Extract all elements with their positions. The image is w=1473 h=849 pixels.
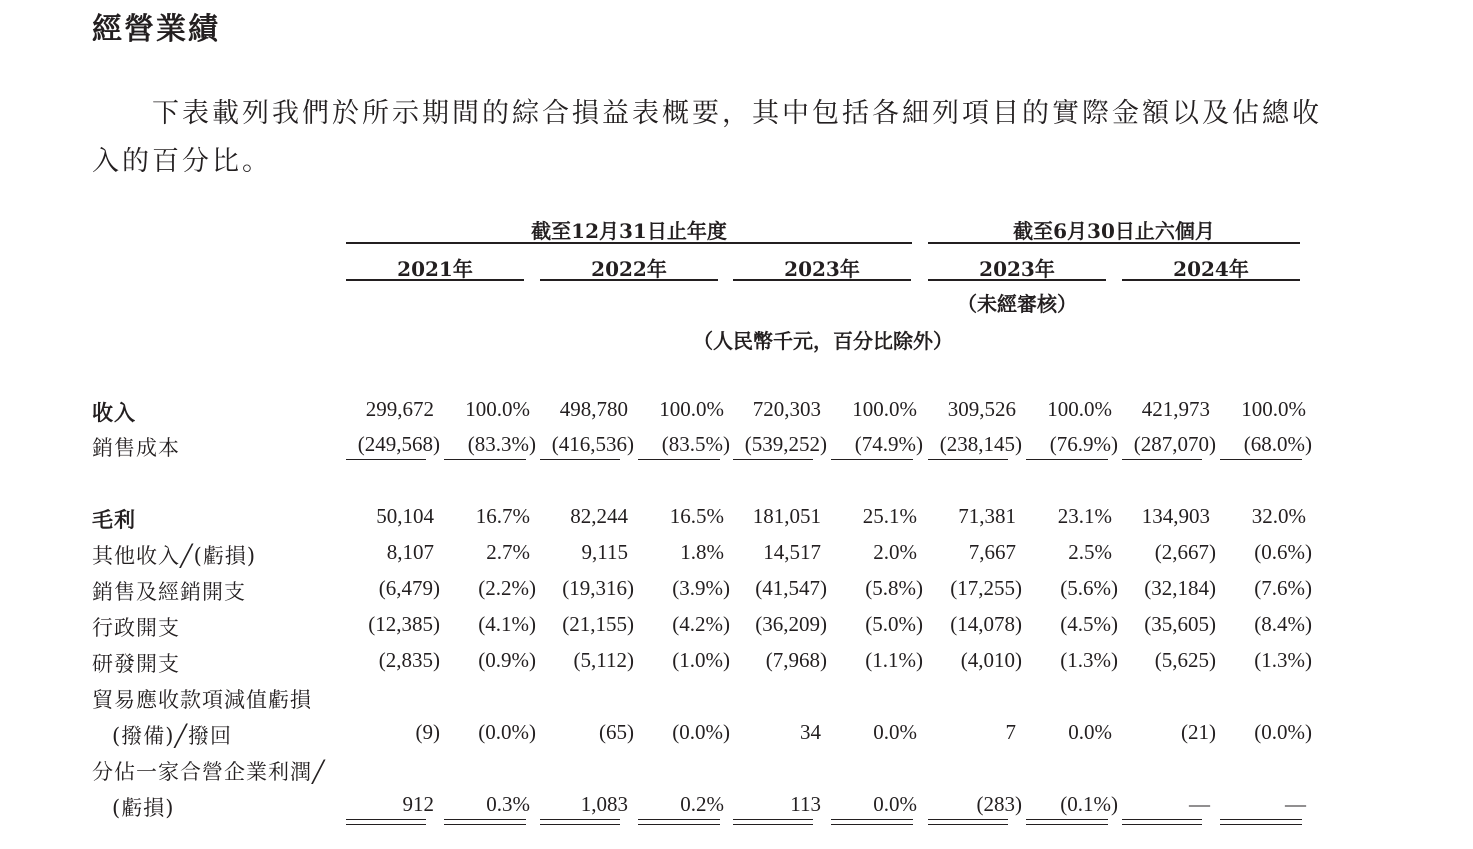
row-label: 行政開支 [92, 616, 180, 640]
cell-underline [1220, 819, 1302, 820]
cell-underline [831, 819, 913, 820]
column-header-rule [346, 279, 524, 281]
table-cell: (4.2%) [672, 612, 730, 636]
table-cell: (14,078) [950, 612, 1022, 636]
table-cell: 498,780 [559, 397, 628, 421]
table-cell: (0.0%) [1254, 720, 1312, 744]
total-underline [928, 824, 1008, 825]
table-cell: 1.8% [680, 540, 724, 564]
table-cell: 25.1% [862, 504, 917, 528]
cell-underline [346, 819, 426, 820]
table-cell: — [1189, 792, 1210, 816]
table-cell: (6,479) [378, 576, 440, 600]
table-cell: 100.0% [465, 397, 530, 421]
table-cell: 9,115 [581, 540, 628, 564]
table-cell: 14,517 [763, 540, 821, 564]
section-title: 經營業績 [92, 12, 220, 47]
column-header-year: 2022年 [591, 257, 667, 281]
table-cell: 181,051 [752, 504, 821, 528]
table-cell: 0.0% [873, 720, 917, 744]
column-header-year: 2023年 [784, 257, 860, 281]
column-header-year: 2021年 [397, 257, 473, 281]
table-cell: (41,547) [755, 576, 827, 600]
total-underline [831, 824, 913, 825]
table-cell: (2.2%) [478, 576, 536, 600]
table-cell: (3.9%) [672, 576, 730, 600]
total-underline [1220, 824, 1302, 825]
table-cell: (1.3%) [1060, 648, 1118, 672]
table-cell: (539,252) [744, 432, 827, 456]
cell-underline [444, 459, 526, 460]
total-underline [346, 824, 426, 825]
table-cell: (35,605) [1144, 612, 1216, 636]
table-cell: 720,303 [752, 397, 821, 421]
cell-underline [540, 459, 620, 460]
table-cell: (74.9%) [854, 432, 923, 456]
table-cell: 0.0% [873, 792, 917, 816]
table-cell: (0.0%) [478, 720, 536, 744]
column-header-rule [928, 279, 1106, 281]
group-header-half: 截至6月30日止六個月 [1013, 219, 1215, 243]
row-label: 分佔一家合營企業利潤╱ [92, 760, 326, 784]
total-underline [638, 824, 720, 825]
cell-underline [1122, 459, 1202, 460]
column-header-rule [1122, 279, 1300, 281]
table-cell: (5,112) [573, 648, 634, 672]
table-cell: 100.0% [852, 397, 917, 421]
table-cell: (65) [599, 720, 634, 744]
total-underline [540, 824, 620, 825]
row-label: 收入 [92, 400, 136, 425]
cell-underline [733, 819, 813, 820]
table-cell: 32.0% [1251, 504, 1306, 528]
total-underline [1122, 824, 1202, 825]
column-header-year: 2023年 [979, 257, 1055, 281]
table-cell: (0.1%) [1060, 792, 1118, 816]
table-cell: 8,107 [386, 540, 434, 564]
table-cell: 100.0% [1241, 397, 1306, 421]
table-cell: (19,316) [562, 576, 634, 600]
table-cell: 100.0% [1047, 397, 1112, 421]
table-cell: 0.2% [680, 792, 724, 816]
table-cell: (36,209) [755, 612, 827, 636]
table-cell: (8.4%) [1254, 612, 1312, 636]
table-cell: (21) [1181, 720, 1216, 744]
row-label-continued: (撥備)╱撥回 [112, 724, 233, 748]
cell-underline [1220, 459, 1302, 460]
table-cell: (0.9%) [478, 648, 536, 672]
table-cell: (0.0%) [672, 720, 730, 744]
table-cell: (68.0%) [1243, 432, 1312, 456]
cell-underline [1026, 819, 1108, 820]
row-label: 研發開支 [92, 652, 180, 676]
cell-underline [638, 459, 720, 460]
table-cell: (238,145) [939, 432, 1022, 456]
table-cell: (7.6%) [1254, 576, 1312, 600]
column-header-rule [540, 279, 718, 281]
unaudited-note: （未經審核） [957, 292, 1077, 316]
table-cell: (416,536) [551, 432, 634, 456]
row-label-continued: (虧損) [112, 796, 175, 820]
table-cell: (32,184) [1144, 576, 1216, 600]
table-cell: 71,381 [958, 504, 1016, 528]
table-cell: (1.1%) [865, 648, 923, 672]
row-label: 毛利 [92, 507, 136, 532]
table-cell: — [1285, 792, 1306, 816]
total-underline [1026, 824, 1108, 825]
table-cell: 50,104 [376, 504, 434, 528]
table-cell: 1,083 [580, 792, 628, 816]
table-cell: (76.9%) [1049, 432, 1118, 456]
table-cell: 912 [402, 792, 434, 816]
total-underline [733, 824, 813, 825]
table-cell: 7 [1005, 720, 1016, 744]
table-cell: 0.0% [1068, 720, 1112, 744]
column-header-year: 2024年 [1173, 257, 1249, 281]
table-cell: (1.0%) [672, 648, 730, 672]
table-cell: (283) [976, 792, 1022, 816]
table-cell: (7,968) [765, 648, 827, 672]
table-cell: 134,903 [1141, 504, 1210, 528]
table-cell: (2,667) [1154, 540, 1216, 564]
table-cell: (1.3%) [1254, 648, 1312, 672]
table-cell: 2.0% [873, 540, 917, 564]
cell-underline [444, 819, 526, 820]
cell-underline [733, 459, 813, 460]
total-underline [444, 824, 526, 825]
column-header-rule [733, 279, 911, 281]
table-cell: 23.1% [1057, 504, 1112, 528]
table-cell: (17,255) [950, 576, 1022, 600]
group-rule-half [928, 242, 1300, 244]
cell-underline [928, 819, 1008, 820]
row-label: 銷售成本 [92, 436, 180, 460]
table-cell: (4.1%) [478, 612, 536, 636]
cell-underline [928, 459, 1008, 460]
table-cell: 100.0% [659, 397, 724, 421]
table-cell: (12,385) [368, 612, 440, 636]
table-cell: (5,625) [1154, 648, 1216, 672]
row-label: 銷售及經銷開支 [92, 580, 246, 604]
intro-paragraph: 下表載列我們於所示期間的綜合損益表概要，其中包括各細列項目的實際金額以及佔總收入的百分比。 [92, 98, 1322, 177]
table-cell: (5.6%) [1060, 576, 1118, 600]
unit-note: （人民幣千元，百分比除外） [693, 329, 953, 353]
table-cell: 16.7% [475, 504, 530, 528]
table-cell: 7,667 [968, 540, 1016, 564]
table-cell: 16.5% [669, 504, 724, 528]
table-cell: (2,835) [378, 648, 440, 672]
table-cell: (5.8%) [865, 576, 923, 600]
table-cell: (4.5%) [1060, 612, 1118, 636]
table-cell: 82,244 [570, 504, 628, 528]
table-cell: (83.5%) [661, 432, 730, 456]
table-cell: (0.6%) [1254, 540, 1312, 564]
table-cell: 309,526 [947, 397, 1016, 421]
table-cell: (21,155) [562, 612, 634, 636]
row-label: 貿易應收款項減值虧損 [92, 688, 312, 712]
table-cell: (83.3%) [467, 432, 536, 456]
table-cell: 113 [790, 792, 821, 816]
table-cell: (9) [415, 720, 440, 744]
table-cell: 2.7% [486, 540, 530, 564]
group-header-year: 截至12月31日止年度 [531, 219, 727, 243]
cell-underline [346, 459, 426, 460]
group-rule-year [346, 242, 912, 244]
cell-underline [1026, 459, 1108, 460]
table-cell: 2.5% [1068, 540, 1112, 564]
table-cell: (5.0%) [865, 612, 923, 636]
row-label: 其他收入╱(虧損) [92, 544, 257, 568]
cell-underline [540, 819, 620, 820]
table-cell: (287,070) [1133, 432, 1216, 456]
table-cell: (4,010) [960, 648, 1022, 672]
table-cell: 34 [800, 720, 821, 744]
table-cell: (249,568) [357, 432, 440, 456]
cell-underline [831, 459, 913, 460]
cell-underline [1122, 819, 1202, 820]
table-cell: 421,973 [1141, 397, 1210, 421]
table-cell: 0.3% [486, 792, 530, 816]
cell-underline [638, 819, 720, 820]
table-cell: 299,672 [365, 397, 434, 421]
